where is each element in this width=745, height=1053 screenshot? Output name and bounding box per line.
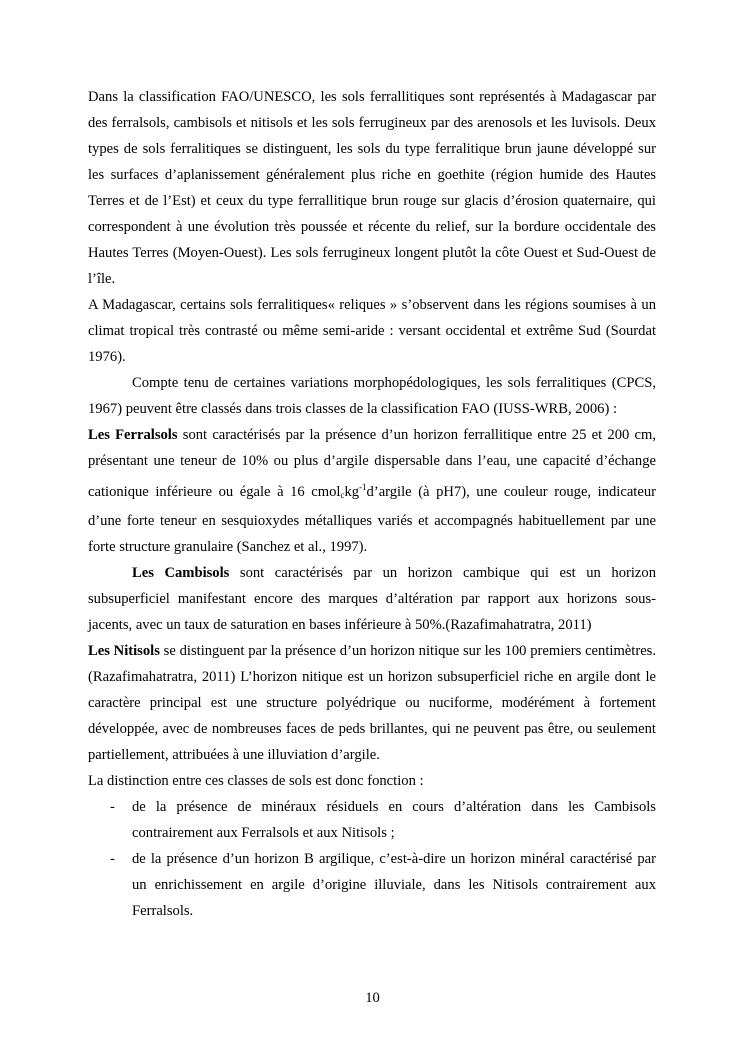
paragraph-fao-classes-intro: Compte tenu de certaines variations morphopédologiques, les sols ferralitiques (CPCS, 1967) peuvent être classés dans trois classes de la classification FAO (IUSS-WRB, 2006) : bbox=[88, 375, 656, 417]
list-item bbox=[88, 794, 656, 846]
paragraph-cambisols bbox=[88, 560, 656, 638]
unit-superscript: -1 bbox=[359, 482, 367, 492]
document-body bbox=[88, 84, 656, 924]
paragraph-fao-classification: Dans la classification FAO/UNESCO, les sols ferrallitiques sont représentés à Madagascar par des ferralsols, cambisols et nitisols et les sols ferrugineux par des arenosols et les luvisols. Deux types de sols ferralitiques se distinguent, les sols du type ferralitique brun jaune développé sur les surfaces d’aplanissement généralement plus riche en goethite (région humide des Hautes Terres et de l’Est) et ceux du type ferrallitique brun rouge sur glacis d’érosion quaternaire, qui correspondent à une évolution très poussée et récente du relief, sur la bordure occidentale des Hautes Terres (Moyen-Ouest). Les sols ferrugineux longent plutôt la côte Ouest et Sud-Ouest de l’île. bbox=[88, 89, 656, 287]
ferralsols-text-part2: d’argile (à pH7), une couleur rouge, indicateur d’une forte teneur en sesquioxydes métalliques variés et accompagnés habituellement par une forte structure granulaire (Sanchez et al., 1997). bbox=[88, 484, 656, 555]
distinction-list bbox=[88, 794, 656, 924]
list-item-text: de la présence d’un horizon B argilique, c’est-à-dire un horizon minéral caractérisé par un enrichissement en argile d’origine illuviale, dans les Nitisols contrairement aux Ferralsols. bbox=[132, 851, 656, 919]
paragraph-relic-soils: A Madagascar, certains sols ferralitiques« reliques » s’observent dans les régions soumises à un climat tropical très contrasté ou même semi-aride : versant occidental et extrême Sud (Sourdat 1976). bbox=[88, 297, 656, 365]
ferralsols-text-part1: sont caractérisés par la présence d’un horizon ferrallitique entre 25 et 200 cm, présentant une teneur de 10% ou plus d’argile dispersable dans l’eau, une capacité d’échange cationique inférieure ou égale à 16 cmol bbox=[88, 427, 656, 500]
page-number: 10 bbox=[365, 990, 380, 1006]
term-cambisols: Les Cambisols bbox=[132, 565, 230, 581]
term-nitisols: Les Nitisols bbox=[88, 643, 160, 659]
dash-bullet: - bbox=[110, 799, 115, 815]
cambisols-text: sont caractérisés par un horizon cambique qui est un horizon subsuperficiel manifestant encore des marques d’altération par rapport aux horizons sous-jacents, avec un taux de saturation en bases inférieure à 50%.(Razafimahatratra, 2011) bbox=[88, 565, 656, 633]
list-item-text: de la présence de minéraux résiduels en cours d’altération dans les Cambisols contrairement aux Ferralsols et aux Nitisols ; bbox=[132, 799, 656, 841]
paragraph-distinction-intro: La distinction entre ces classes de sols est donc fonction : bbox=[88, 773, 424, 789]
nitisols-text: se distinguent par la présence d’un horizon nitique sur les 100 premiers centimètres.(Razafimahatratra, 2011) L’horizon nitique est un horizon subsuperficiel riche en argile dont le caractère principal est une structure polyédrique ou nuciforme, modérément à fortement développée, avec de nombreuses faces de peds brillantes, qui ne peuvent pas être, ou seulement partiellement, attribuées à une illuviation d’argile. bbox=[88, 643, 656, 763]
unit-subscript: c bbox=[340, 490, 345, 500]
paragraph-ferralsols bbox=[88, 422, 656, 560]
unit-kg: kg bbox=[344, 484, 360, 500]
term-ferralsols: Les Ferralsols bbox=[88, 427, 178, 443]
dash-bullet: - bbox=[110, 851, 115, 867]
list-item bbox=[88, 846, 656, 924]
paragraph-nitisols bbox=[88, 638, 656, 768]
